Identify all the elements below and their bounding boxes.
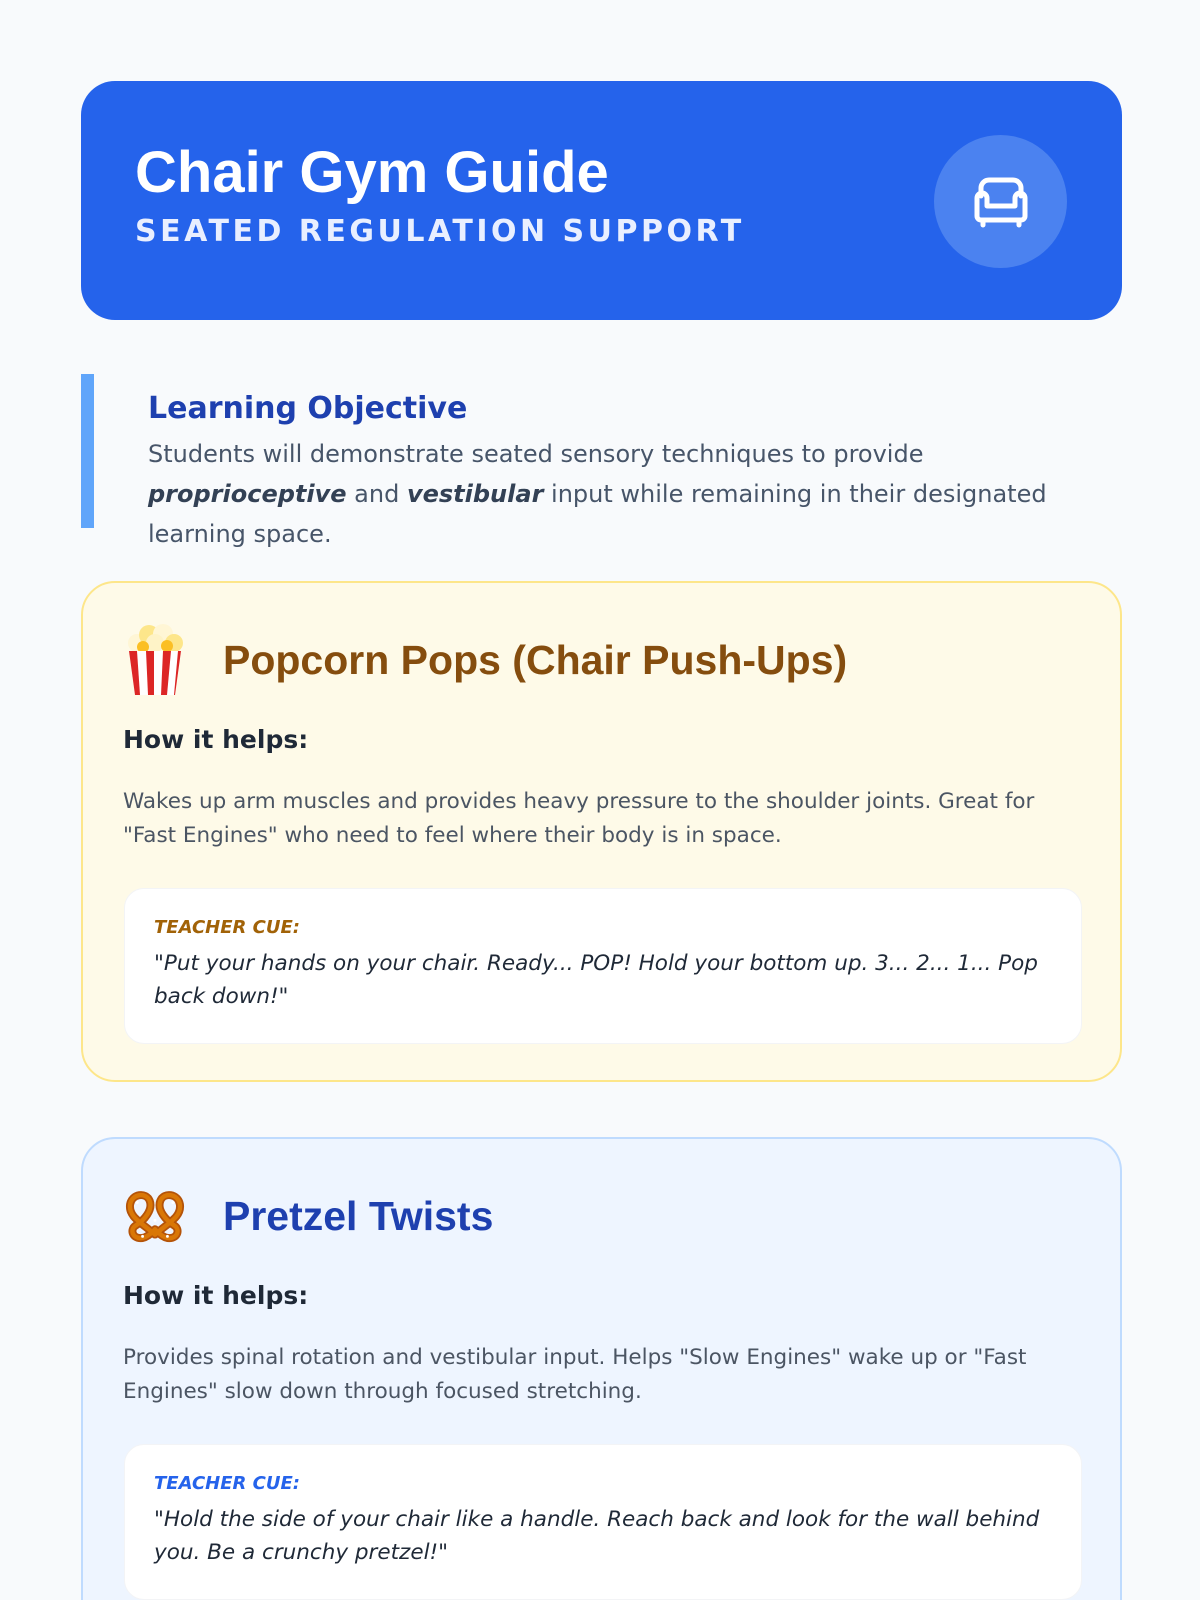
objective-text-middle: and	[346, 480, 407, 508]
activity-title: Pretzel Twists	[223, 1193, 494, 1239]
objective-heading: Learning Objective	[148, 391, 468, 426]
objective-text-end: input while remaining in their designated learning space.	[148, 480, 1047, 548]
activity-card-popcorn-pops	[81, 581, 1122, 1082]
teacher-cue-box	[124, 1444, 1082, 1600]
objective-text	[148, 434, 1108, 554]
teacher-cue-text: "Put your hands on your chair. Ready... POP! Hold your bottom up. 3... 2... 1... Pop back down!"	[154, 951, 1038, 1009]
teacher-cue-box	[124, 888, 1082, 1044]
term-proprioceptive: proprioceptive	[148, 480, 347, 508]
helps-text: Wakes up arm muscles and provides heavy pressure to the shoulder joints. Great for "Fast Engines" who need to feel where their body is in space.	[123, 789, 1035, 848]
teacher-cue-text: "Hold the side of your chair like a handle. Reach back and look for the wall behind you. Be a crunchy pretzel!"	[154, 1507, 1040, 1565]
teacher-cue-label: TEACHER CUE:	[154, 917, 300, 938]
pretzel-icon	[123, 1177, 187, 1253]
helps-label: How it helps:	[123, 1281, 309, 1310]
learning-objective	[81, 374, 1122, 548]
armchair-icon	[971, 176, 1031, 228]
page-subtitle: SEATED REGULATION SUPPORT	[135, 214, 745, 249]
helps-label: How it helps:	[123, 725, 309, 754]
chair-gym-guide-page	[81, 81, 1122, 1565]
term-vestibular: vestibular	[406, 480, 544, 508]
popcorn-icon	[123, 621, 187, 697]
armchair-icon-badge	[934, 135, 1067, 268]
activity-card-pretzel-twists	[81, 1137, 1122, 1600]
teacher-cue-label: TEACHER CUE:	[154, 1473, 300, 1494]
helps-text: Provides spinal rotation and vestibular input. Helps "Slow Engines" wake up or "Fast Engines" slow down through focused stretching.	[123, 1345, 1027, 1404]
page-title: Chair Gym Guide	[135, 140, 609, 205]
objective-text-start: Students will demonstrate seated sensory techniques to provide	[148, 440, 924, 468]
header-banner	[81, 81, 1122, 320]
activity-title: Popcorn Pops (Chair Push-Ups)	[223, 637, 848, 683]
